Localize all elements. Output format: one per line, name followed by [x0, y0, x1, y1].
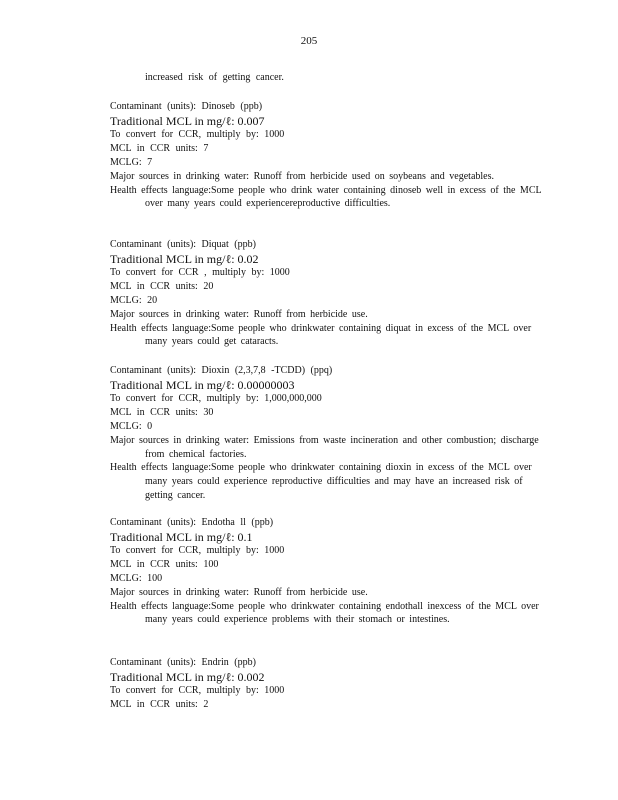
conversion-factor: To convert for CCR, multiply by: 1000	[110, 545, 285, 557]
conversion-factor: To convert for CCR , multiply by: 1000	[110, 267, 290, 279]
contaminant-name: Contaminant (units): Dioxin (2,3,7,8 -TCDD) (ppq)	[110, 365, 333, 376]
conversion-factor: To convert for CCR, multiply by: 1,000,000,000	[110, 393, 322, 405]
health-effects: Health effects language:Some people who drinkwater containing endothall inexcess of the MCL over many years could experience problems with their stomach or intestines.	[110, 600, 539, 626]
contaminant-entry-dinoseb	[110, 100, 550, 211]
contaminant-name: Contaminant (units): Diquat (ppb)	[110, 239, 256, 250]
conversion-factor: To convert for CCR, multiply by: 1000	[110, 129, 285, 141]
major-sources: Major sources in drinking water: Runoff from herbicide used on soybeans and vegetables.	[110, 170, 494, 182]
mclg: MCLG: 20	[110, 294, 158, 306]
mcl-ccr-units: MCL in CCR units: 100	[110, 559, 219, 571]
traditional-mcl: Traditional MCL in mg/ℓ: 0.02	[110, 251, 259, 266]
contaminant-entry-endothall	[110, 516, 550, 627]
mcl-ccr-units: MCL in CCR units: 30	[110, 407, 214, 419]
health-effects: Health effects language:Some people who drinkwater containing dioxin in excess of the MCL over many years could experience reproductive difficulties and may have an increased risk of getting cancer.	[110, 462, 532, 501]
mcl-ccr-units: MCL in CCR units: 20	[110, 281, 214, 293]
contaminant-entry-dioxin	[110, 364, 550, 503]
contaminant-entry-endrin	[110, 656, 550, 712]
traditional-mcl: Traditional MCL in mg/ℓ: 0.007	[110, 113, 265, 128]
contaminant-name: Contaminant (units): Endotha ll (ppb)	[110, 517, 274, 528]
mclg: MCLG: 7	[110, 156, 153, 168]
mcl-ccr-units: MCL in CCR units: 7	[110, 143, 209, 155]
mclg: MCLG: 100	[110, 572, 163, 584]
contaminant-name: Contaminant (units): Dinoseb (ppb)	[110, 101, 263, 112]
mcl-ccr-units: MCL in CCR units: 2	[110, 699, 209, 711]
health-effects: Health effects language:Some people who drinkwater containing diquat in excess of the MCL over many years could get cataracts.	[110, 322, 532, 348]
traditional-mcl: Traditional MCL in mg/ℓ: 0.00000003	[110, 377, 295, 392]
traditional-mcl: Traditional MCL in mg/ℓ: 0.1	[110, 529, 253, 544]
conversion-factor: To convert for CCR, multiply by: 1000	[110, 685, 285, 697]
major-sources: Major sources in drinking water: Runoff from herbicide use.	[110, 586, 368, 598]
traditional-mcl: Traditional MCL in mg/ℓ: 0.002	[110, 669, 265, 684]
continued-line: increased risk of getting cancer.	[145, 72, 284, 83]
page-number: 205	[300, 35, 318, 47]
mclg: MCLG: 0	[110, 420, 153, 432]
major-sources: Major sources in drinking water: Emissions from waste incineration and other combustion; discharge from chemical factories.	[110, 434, 539, 460]
contaminant-name: Contaminant (units): Endrin (ppb)	[110, 657, 256, 668]
health-effects: Health effects language:Some people who drink water containing dinoseb well in excess of the MCL over many years could experiencereproductive difficulties.	[110, 184, 542, 210]
contaminant-entry-diquat	[110, 238, 550, 349]
major-sources: Major sources in drinking water: Runoff from herbicide use.	[110, 308, 368, 320]
